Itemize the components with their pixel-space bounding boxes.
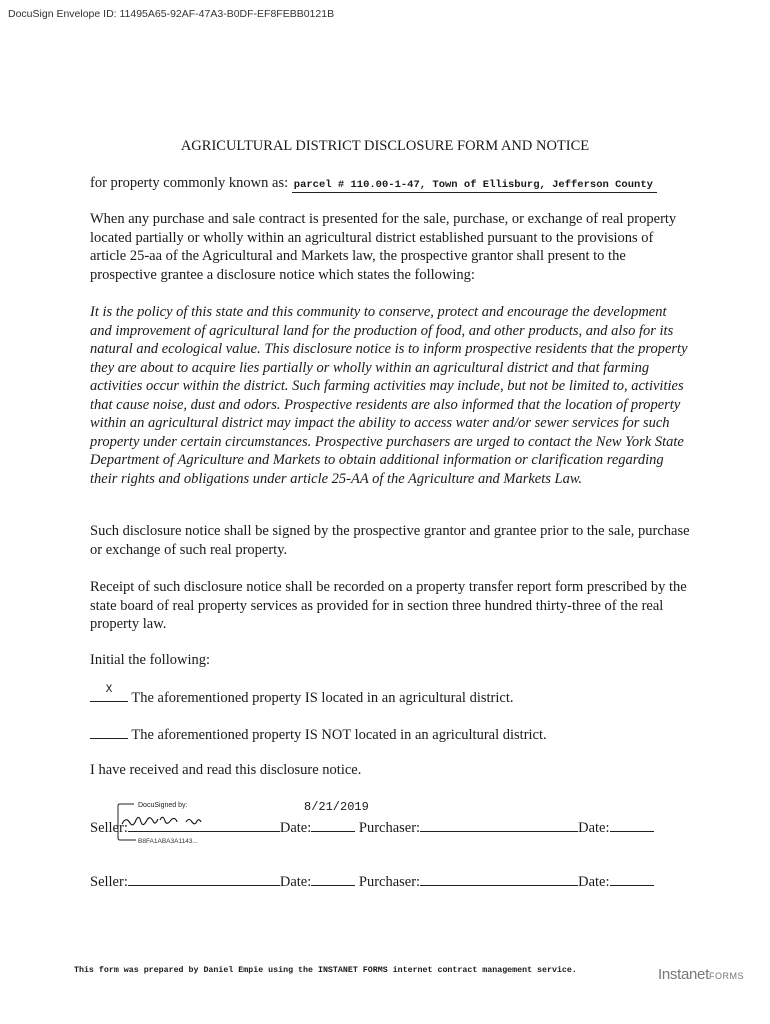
instanet-forms-logo: [658, 966, 744, 983]
seller-signature-field[interactable]: [128, 871, 280, 886]
policy-paragraph: It is the policy of this state and this community to conserve, protect and encourage the development and improvement of agricultural land for the production of food, and other products, and also for its natural and ecological value. This disclosure notice is to inform prospective residents that the property they are about to acquire lies partially or wholly within an agricultural district and that farming activities occur within the district. Such farming activities may include, but not be limited to, activities that cause noise, dust and odors. Prospective residents are also informed that the location of property within an agricultural district may impact the ability to access water and/or sewer services for such property under certain circumstances. Prospective purchasers are urged to contact the New York State Department of Agriculture and Markets to obtain additional information or clarification regarding their rights and obligations under article 25-AA of the Agriculture and Markets Law.: [90, 304, 688, 487]
purchaser-label: Purchaser:: [358, 820, 421, 836]
purchaser-date-field[interactable]: [610, 817, 654, 832]
received-statement: I have received and read this disclosure notice.: [90, 762, 362, 778]
purchaser-signature-field[interactable]: [420, 817, 578, 832]
date-label-2: Date:: [578, 820, 610, 836]
signed-date: 8/21/2019: [304, 800, 369, 814]
seller-label: Seller:: [90, 820, 128, 836]
footer-note: This form was prepared by Daniel Empie using the INSTANET FORMS internet contract management service.: [74, 966, 577, 975]
date-label: Date:: [279, 874, 312, 890]
date-label-2: Date:: [578, 874, 610, 890]
property-label: for property commonly known as:: [90, 175, 289, 191]
option-not-text: The aforementioned property IS NOT located in an agricultural district.: [131, 727, 547, 743]
docusign-envelope-id: DocuSign Envelope ID: 11495A65-92AF-47A3-B0DF-EF8FEBB0121B: [8, 8, 335, 20]
purchaser-date-field[interactable]: [610, 871, 654, 886]
initial-mark-is: X: [105, 684, 113, 696]
initial-heading: Initial the following:: [90, 652, 211, 668]
initial-blank-not[interactable]: [90, 724, 128, 739]
property-line: [90, 175, 657, 192]
purchaser-signature-field[interactable]: [420, 871, 578, 886]
option-is-located: [90, 684, 514, 707]
seller-signature-field[interactable]: [128, 817, 280, 832]
receipt-paragraph: Receipt of such disclosure notice shall be recorded on a property transfer report form prescribed by the state board of real property services as provided for in section three hundred thirty-three of the real property law.: [90, 579, 687, 632]
intro-paragraph: When any purchase and sale contract is presented for the sale, purchase, or exchange of real property located partially or wholly within an agricultural district established pursuant to the provisions of article 25-aa of the Agricultural and Markets law, the prospective grantor shall present to the prospective grantee a disclosure notice which states the following:: [90, 211, 677, 283]
seller-label: Seller:: [90, 874, 128, 890]
seller-date-field[interactable]: [311, 871, 355, 886]
form-title: AGRICULTURAL DISTRICT DISCLOSURE FORM AND NOTICE: [180, 138, 590, 154]
option-is-text: The aforementioned property IS located in an agricultural district.: [131, 690, 514, 706]
property-value[interactable]: parcel # 110.00-1-47, Town of Ellisburg, Jefferson County: [292, 179, 657, 193]
signed-paragraph: Such disclosure notice shall be signed by the prospective grantor and grantee prior to the sale, purchase or exchange of such real property.: [90, 523, 690, 558]
docusign-id: B8FA1ABA3A1143...: [138, 838, 198, 845]
date-label: Date:: [279, 820, 312, 836]
logo-sub: FORMS: [708, 971, 744, 981]
signature-row-1: [90, 817, 654, 837]
signature-row-2: [90, 871, 654, 891]
docusigned-by-label: DocuSigned by:: [138, 802, 188, 809]
initial-blank-is[interactable]: [90, 684, 128, 702]
seller-date-field[interactable]: [311, 817, 355, 832]
option-not-located: [90, 724, 547, 744]
logo-main: Instanet: [658, 966, 709, 983]
purchaser-label: Purchaser:: [358, 874, 421, 890]
